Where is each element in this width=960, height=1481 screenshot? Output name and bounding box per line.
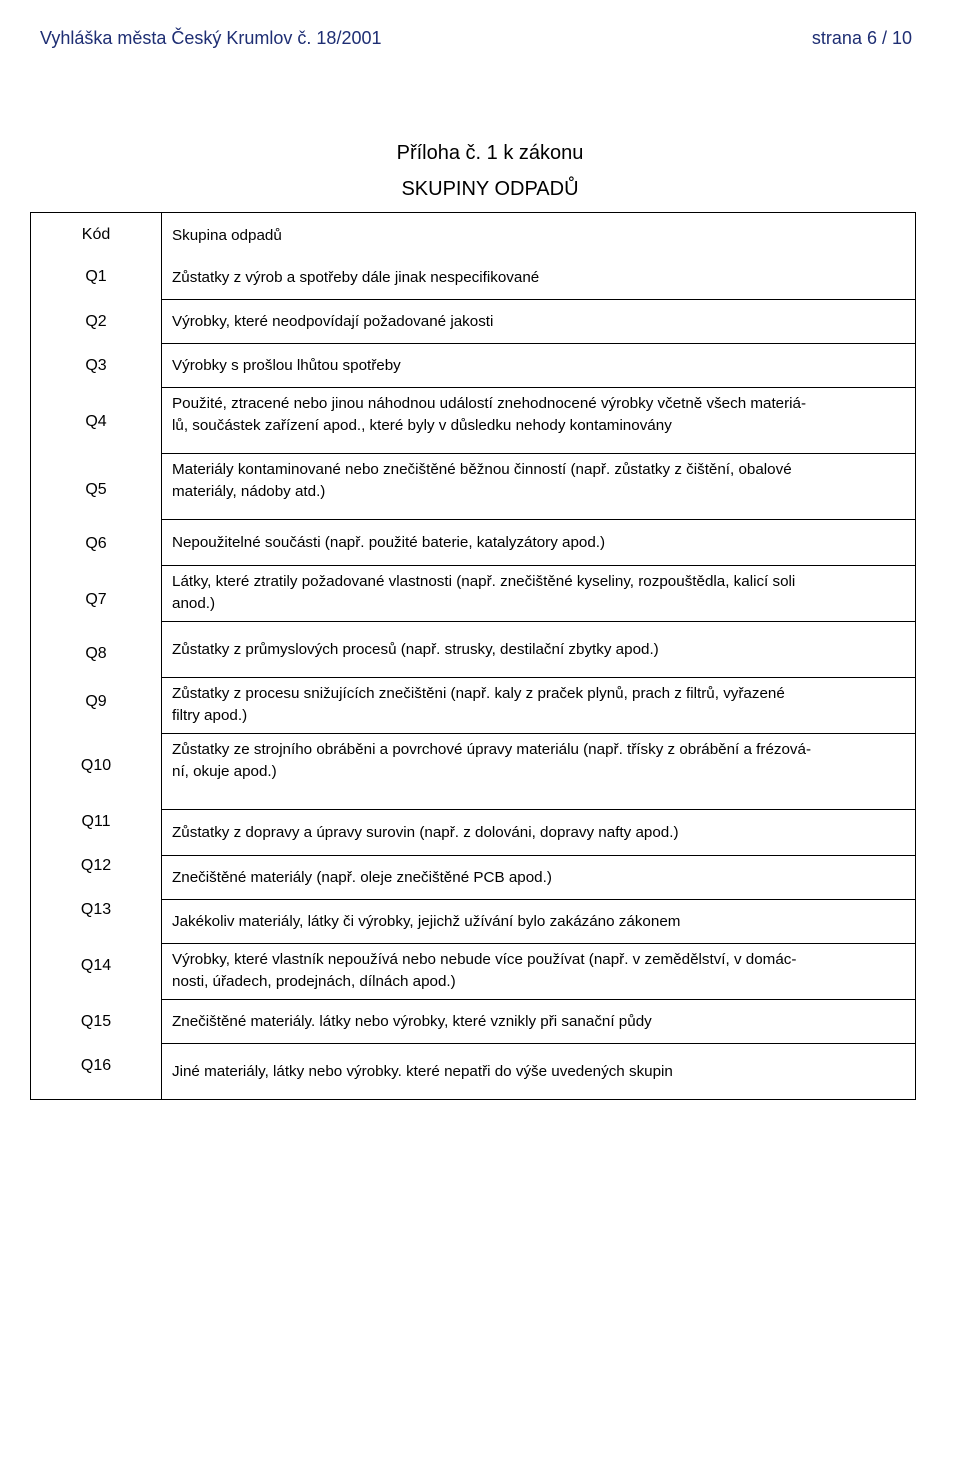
group-description-line: Znečištěné materiály (např. oleje znečištěné PCB apod.) [172,869,552,886]
group-description-line: Zůstatky ze strojního obráběni a povrchové úpravy materiálu (např. třísky z obrábění a frézová- [172,741,812,758]
group-description [172,911,899,933]
group-description [172,683,899,727]
code-cell: Q3 [85,357,107,374]
code-cell: Q1 [85,268,107,285]
group-row [162,454,915,520]
code-cell: Q8 [85,645,107,662]
group-description [172,311,899,333]
group-description-line: Zůstatky z průmyslových procesů (např. strusky, destilační zbytky apod.) [172,641,659,658]
code-cell: Q16 [80,1057,112,1074]
group-description [172,1011,899,1033]
group-row [162,566,915,622]
group-header-row [162,213,915,259]
group-description [172,1061,899,1083]
group-description-line: ní, okuje apod.) [172,763,277,780]
code-cell: Q9 [85,693,107,710]
group-column [161,212,916,1100]
group-description [172,459,899,503]
group-description [172,867,899,889]
group-row [162,900,915,944]
group-row [162,678,915,734]
code-cell: Q12 [80,857,112,874]
group-description [172,532,899,554]
group-description [172,355,899,377]
group-description-line: Materiály kontaminované nebo znečištěné běžnou činností (např. zůstatky z čištění, obalové [172,461,792,478]
group-description-line: lů, součástek zařízení apod., které byly v důsledku nehody kontaminovány [172,417,672,434]
group-row [162,520,915,566]
code-cell: Q13 [80,901,112,918]
group-description-line: nosti, úřadech, prodejnách, dílnách apod.) [172,973,456,990]
document-title: Vyhláška města Český Krumlov č. 18/2001 [40,28,382,48]
group-row [162,256,915,300]
group-description-line: Výrobky, které vlastník nepoužívá nebo nebude více používat (např. v zemědělství, v domác- [172,951,797,968]
group-row [162,300,915,344]
group-description-line: Jiné materiály, látky nebo výrobky. které nepatři do výše uvedených skupin [172,1063,673,1080]
annex-title: Příloha č. 1 k zákonu [396,142,584,164]
group-row [162,810,915,856]
group-description-line: Nepoužitelné součásti (např. použité baterie, katalyzátory apod.) [172,534,606,551]
code-cell: Q6 [85,535,107,552]
group-description-line: anod.) [172,595,216,612]
group-description-line: Zůstatky z výrob a spotřeby dále jinak nespecifikované [172,269,540,286]
group-row [162,622,915,678]
code-cell: Q15 [80,1013,112,1030]
code-column [30,212,161,1100]
group-description-line: Výrobky, které neodpovídají požadované jakosti [172,313,494,330]
group-description-line: materiály, nádoby atd.) [172,483,326,500]
group-description-line: Znečištěné materiály. látky nebo výrobky, které vznikly při sanační půdy [172,1013,652,1030]
code-cell: Q7 [85,591,107,608]
group-description-line: Látky, které ztratily požadované vlastnosti (např. znečištěné kyseliny, rozpouštědla, kalicí soli [172,573,796,590]
code-cell: Q2 [85,313,107,330]
code-cell: Q11 [81,813,111,830]
group-row [162,1044,915,1100]
group-description-line: filtry apod.) [172,707,248,724]
group-row [162,344,915,388]
group-description-line: Jakékoliv materiály, látky či výrobky, jejichž užívání bylo zakázáno zákonem [172,913,681,930]
code-cell: Q4 [85,413,107,430]
group-description-line: Použité, ztracené nebo jinou náhodnou událostí znehodnocené výrobky včetně všech materiá- [172,395,807,412]
group-description [172,393,899,437]
group-row [162,734,915,810]
code-cell: Q10 [80,757,112,774]
groups-title: SKUPINY ODPADŮ [401,178,579,200]
group-row [162,944,915,1000]
page-header [40,28,912,52]
code-header: Kód [81,226,111,243]
code-cell: Q14 [80,957,112,974]
group-description [172,949,899,993]
group-description-line: Výrobky s prošlou lhůtou spotřeby [172,357,401,374]
group-description [172,571,899,615]
group-description [172,739,899,783]
group-row [162,388,915,454]
group-description [172,639,899,661]
group-description [172,267,899,289]
group-row [162,856,915,900]
group-description-line: Zůstatky z dopravy a úpravy surovin (např. z dolováni, dopravy nafty apod.) [172,824,679,841]
group-description [172,822,899,844]
group-description-line: Zůstatky z procesu snižujících znečištěni (např. kaly z praček plynů, prach z filtrů, vyřazené [172,685,785,702]
group-header: Skupina odpadů [172,227,282,244]
group-row [162,1000,915,1044]
page-number: strana 6 / 10 [811,28,912,48]
code-cell: Q5 [85,481,107,498]
